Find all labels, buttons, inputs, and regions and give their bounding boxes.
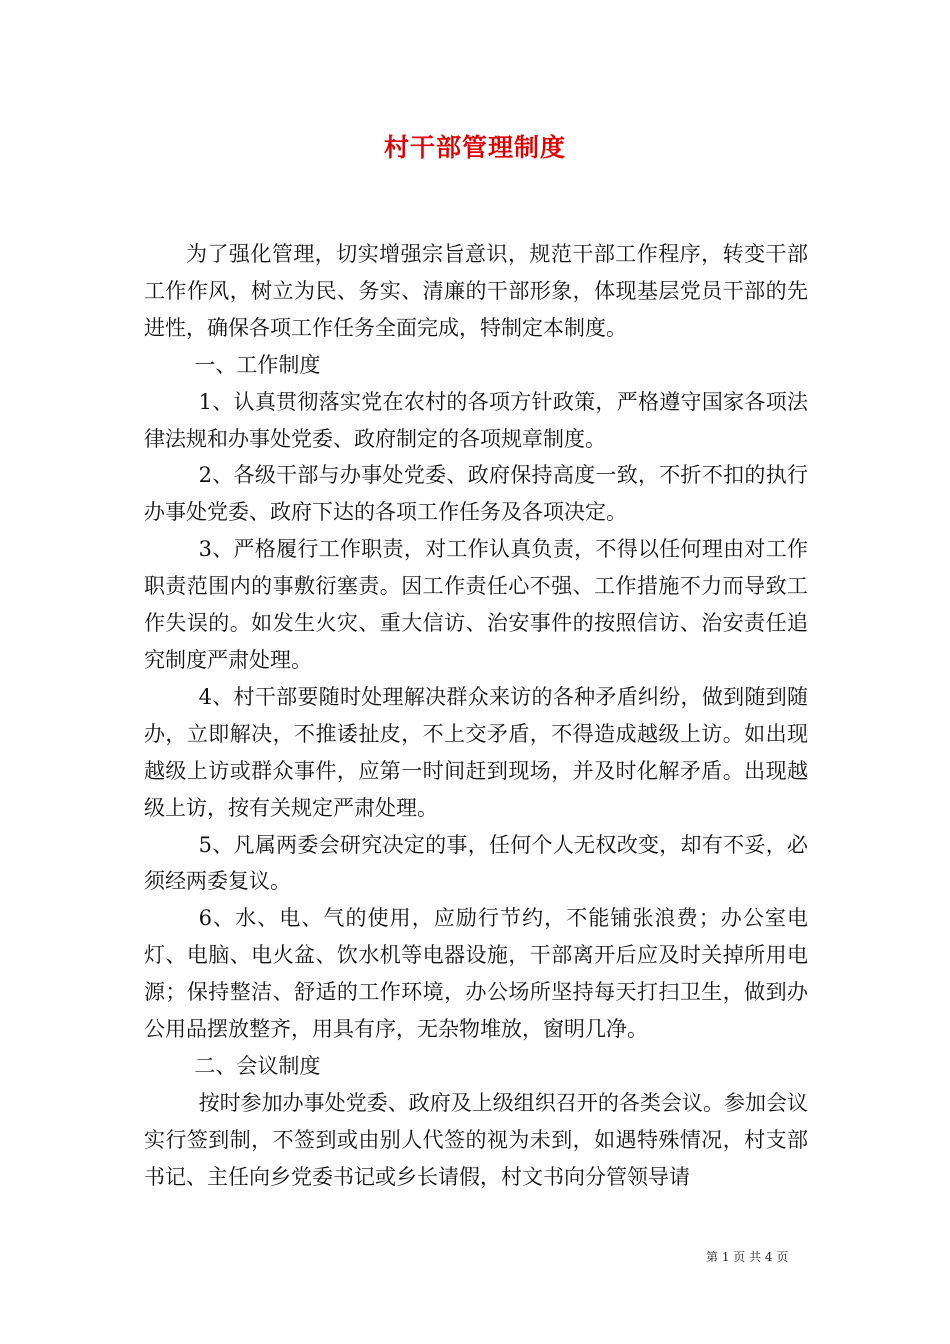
section-heading-work: 一、工作制度 [194,352,321,377]
paragraph-meeting: 按时参加办事处党委、政府及上级组织召开的各类会议。参加会议实行签到制，不签到或由别人代签的视为未到，如遇特殊情况，村支部书记、主任向乡党委书记或乡长请假，村文书向分管领导请 [144,1090,808,1189]
paragraph-item-6: 6、水、电、气的使用，应励行节约，不能铺张浪费；办公室电灯、电脑、电火盆、饮水机等电器设施，干部离开后应及时关掉所用电源；保持整洁、舒适的工作环境，办公场所坚持每天打扫卫生，做到办公用品摆放整齐，用具有序，无杂物堆放，窗明几净。 [144,906,808,1042]
paragraph-item-4: 4、村干部要随时处理解决群众来访的各种矛盾纠纷，做到随到随办，立即解决，不推诿扯皮，不上交矛盾，不得造成越级上访。如出现越级上访或群众事件，应第一时间赶到现场，并及时化解矛盾。出现越级上访，按有关规定严肃处理。 [144,684,808,820]
document-body [144,236,808,1196]
section-heading-meeting: 二、会议制度 [194,1053,321,1078]
paragraph-item-1: 1、认真贯彻落实党在农村的各项方针政策，严格遵守国家各项法律法规和办事处党委、政府制定的各项规章制度。 [144,389,808,451]
page-footer: 第 1 页 共 4 页 [706,1250,789,1264]
paragraph-intro: 为了强化管理，切实增强宗旨意识，规范干部工作程序，转变干部工作作风，树立为民、务实、清廉的干部形象，体现基层党员干部的先进性，确保各项工作任务全面完成，特制定本制度。 [144,242,808,340]
paragraph-item-5: 5、凡属两委会研究决定的事，任何个人无权改变，却有不妥，必须经两委复议。 [144,832,808,894]
paragraph-item-3: 3、严格履行工作职责，对工作认真负责，不得以任何理由对工作职责范围内的事敷衍塞责。因工作责任心不强、工作措施不力而导致工作失误的。如发生火灾、重大信访、治安事件的按照信访、治安责任追究制度严肃处理。 [144,537,808,672]
document-title: 村干部管理制度 [383,133,566,162]
paragraph-item-2: 2、各级干部与办事处党委、政府保持高度一致，不折不扣的执行办事处党委、政府下达的各项工作任务及各项决定。 [144,463,808,525]
